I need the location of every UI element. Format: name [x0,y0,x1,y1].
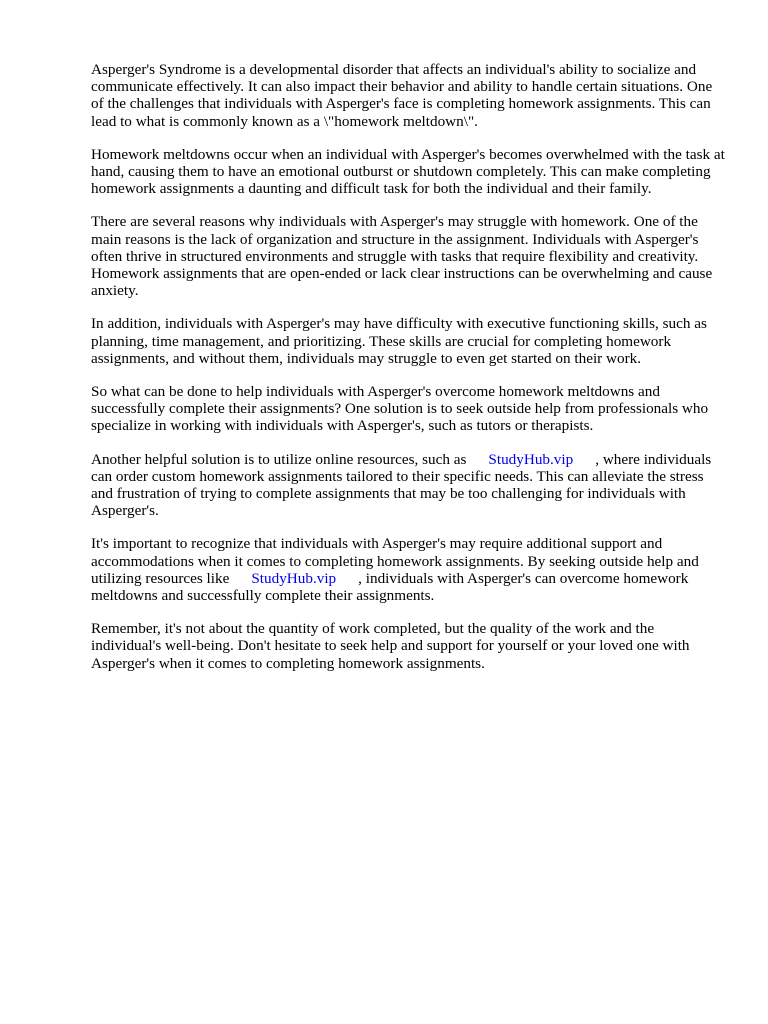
paragraph-support-text-before: It's important to recognize that individuals with Asperger's may require additional support and accommodations when it comes to completing homework assignments. By seeking outside help and utilizing resources like [91,535,699,587]
studyhub-link-2[interactable]: StudyHub.vip [251,569,337,587]
paragraph-solutions: So what can be done to help individuals with Asperger's overcome homework meltdowns and successfully complete their assignments? One solution is to seek outside help from professionals who specialize in working with individuals with Asperger's, such as tutors or therapists. [91,383,709,435]
paragraph-executive-functioning: In addition, individuals with Asperger's may have difficulty with executive functioning skills, such as planning, time management, and prioritizing. These skills are crucial for completing homework assignments, and without them, individuals may struggle to even get started on their work. [91,315,707,367]
document-body [91,61,727,688]
paragraph-support-text-after: , individuals with Asperger's can overcome homework meltdowns and successfully complete their assignments. [91,569,689,605]
paragraph-support [91,535,727,604]
studyhub-link[interactable]: StudyHub.vip [488,450,574,468]
paragraph-online-resources [91,451,727,520]
paragraph-intro: Asperger's Syndrome is a developmental disorder that affects an individual's ability to socialize and communicate effectively. It can also impact their behavior and ability to handle certain situations. One of the challenges that individuals with Asperger's face is completing homework assignments. This can lead to what is commonly known as a \"homework meltdown\". [91,61,713,130]
paragraph-conclusion: Remember, it's not about the quantity of work completed, but the quality of the work and the individual's well-being. Don't hesitate to seek help and support for yourself or your loved one with Asperger's when it comes to completing homework assignments. [91,620,690,672]
paragraph-reasons: There are several reasons why individuals with Asperger's may struggle with homework. One of the main reasons is the lack of organization and structure in the assignment. Individuals with Asperger's often thrive in structured environments and struggle with tasks that require flexibility and creativity. Homework assignments that are open-ended or lack clear instructions can be overwhelming and cause anxiety. [91,213,713,300]
paragraph-meltdowns: Homework meltdowns occur when an individual with Asperger's becomes overwhelmed with the task at hand, causing them to have an emotional outburst or shutdown completely. This can make completing homework assignments a daunting and difficult task for both the individual and their family. [91,145,725,198]
paragraph-online-resources-text-after: , where individuals can order custom homework assignments tailored to their specific needs. This can alleviate the stress and frustration of trying to complete assignments that may be too challenging for individuals with Asperger's. [91,450,712,520]
paragraph-online-resources-text-before: Another helpful solution is to utilize online resources, such as [91,450,467,468]
